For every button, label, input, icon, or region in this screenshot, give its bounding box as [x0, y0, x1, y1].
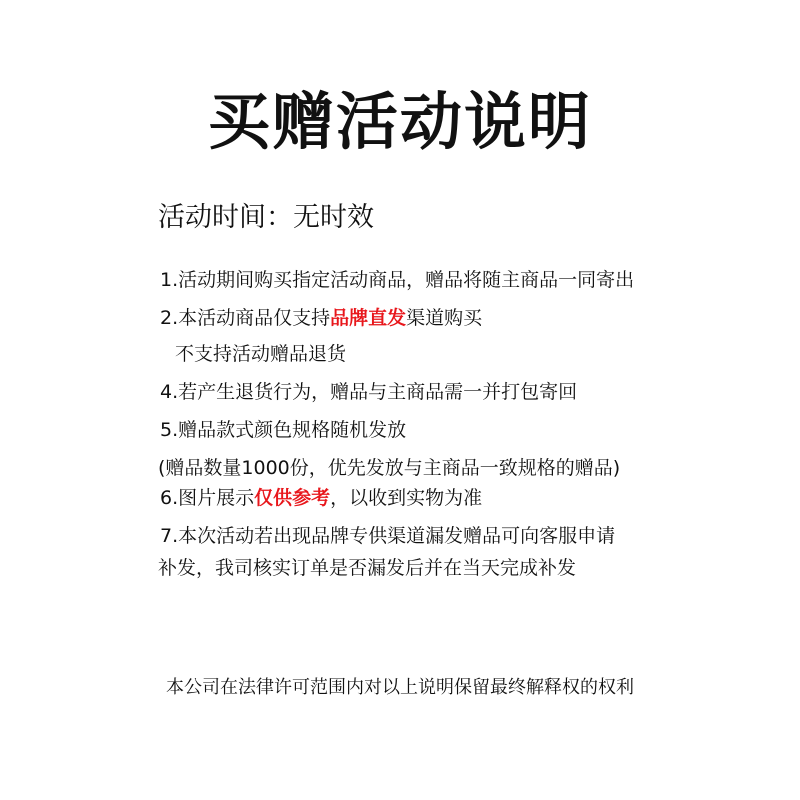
activity-time-value: 无时效	[293, 202, 374, 233]
rule-2-suffix: 渠道购买	[406, 307, 483, 329]
rule-1: 1.活动期间购买指定活动商品，赠品将随主商品一同寄出	[160, 269, 635, 291]
rule-7-continuation: 补发，我司核实订单是否漏发后并在当天完成补发	[158, 557, 577, 579]
rule-6-prefix: 6.图片展示	[160, 487, 255, 509]
rule-2-prefix: 2.本活动商品仅支持	[160, 307, 331, 329]
rule-2-continuation: 不支持活动赠品退货	[175, 343, 347, 365]
rule-6	[160, 484, 482, 512]
rule-7: 7.本次活动若出现品牌专供渠道漏发赠品可向客服申请	[160, 525, 616, 547]
disclaimer-footer: 本公司在法律许可范围内对以上说明保留最终解释权的权利	[166, 677, 634, 698]
rule-5: 5.赠品款式颜色规格随机发放	[160, 419, 407, 441]
activity-time-label: 活动时间：	[158, 202, 293, 233]
rule-2	[160, 304, 482, 332]
rule-5-note: (赠品数量1000份，优先发放与主商品一致规格的赠品)	[158, 457, 621, 479]
rule-2-highlight: 品牌直发	[330, 307, 407, 329]
rule-4: 4.若产生退货行为，赠品与主商品需一并打包寄回	[160, 381, 578, 403]
activity-time	[158, 198, 374, 238]
rule-6-suffix: ，以收到实物为准	[330, 487, 483, 509]
page-title: 买赠活动说明	[207, 85, 592, 158]
rule-6-highlight: 仅供参考	[254, 487, 331, 509]
